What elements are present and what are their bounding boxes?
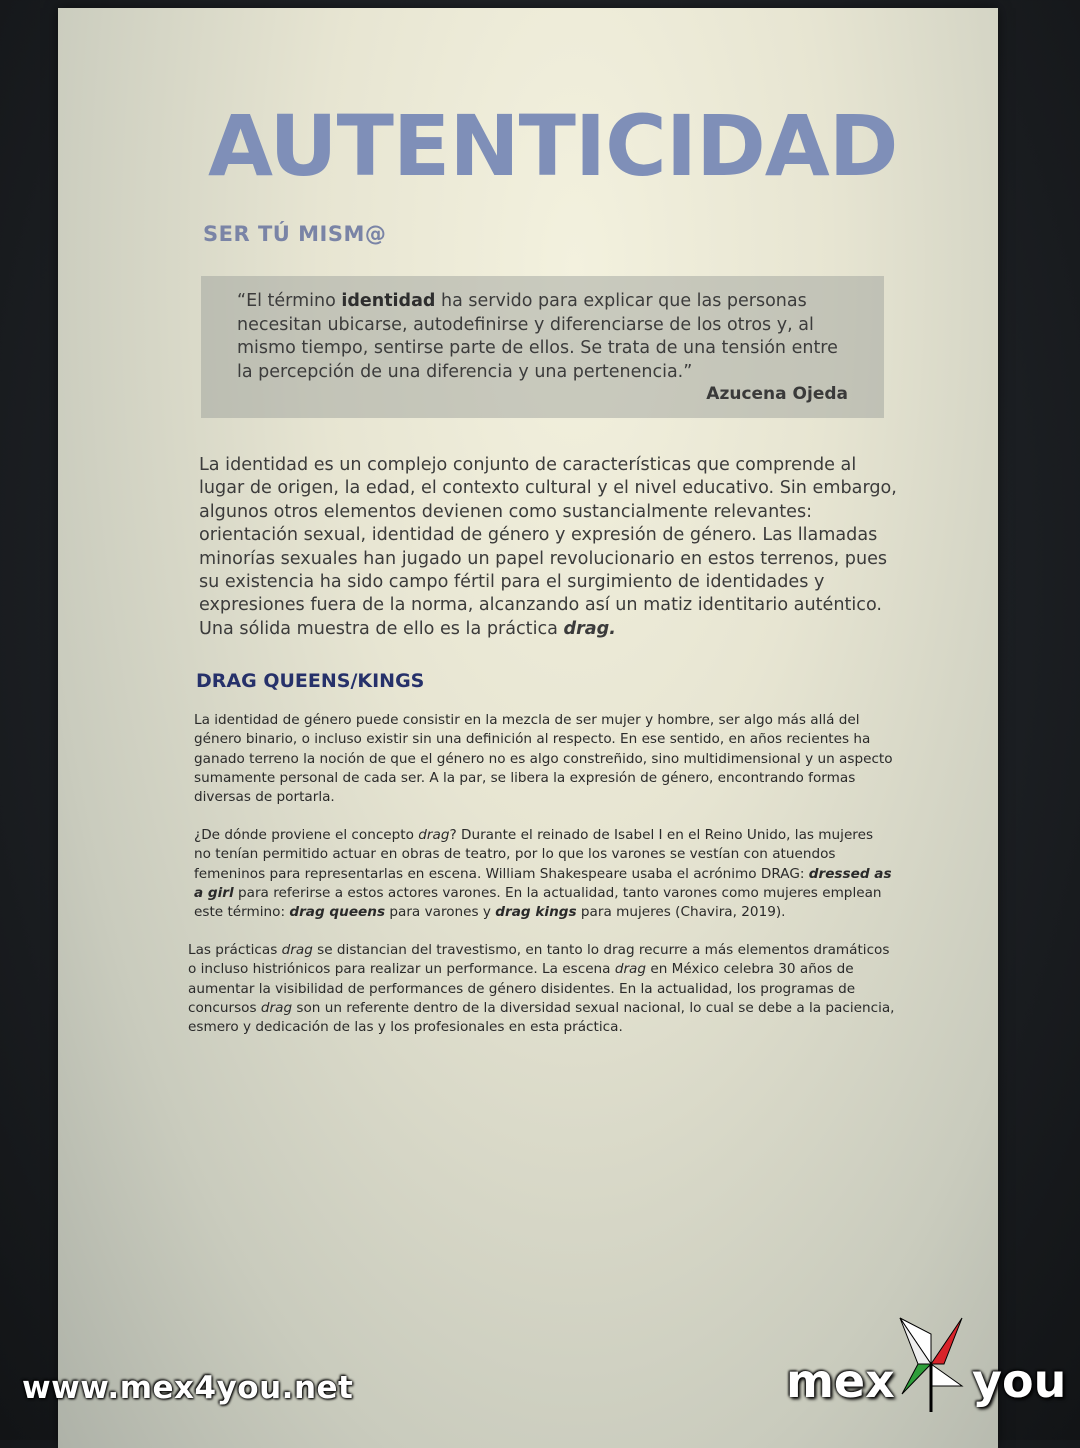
logo-text-left: mex [786,1354,895,1408]
quote-bold-word: identidad [341,291,436,311]
exhibit-panel [58,8,998,1448]
body-paragraph-3: Las prácticas drag se distancian del travestismo, en tanto lo drag recurre a más elementos dramáticos o incluso histriónicos para realizar un performance. La escena drag en México celebra 30 años de aumentar la visibilidad de performances de género disidentes. En la actualidad, los programas de concursos drag son un referente dentro de la diversidad sexual nacional, lo cual se debe a la paciencia, esmero y dedicación de las y los profesionales en esta práctica. [188,942,895,1036]
logo-text-right: you [972,1354,1067,1408]
quote-text: “El término identidad ha servido para explicar que las personas necesitan ubicarse, autodefinirse y diferenciarse de los otros y, al mismo tiempo, sentirse parte de ellos. Se trata de una tensión entre la percepción de una diferencia y una pertenencia.” [237,291,838,382]
watermark-url: www.mex4you.net [22,1370,354,1406]
body-paragraph-2: ¿De dónde proviene el concepto drag? Durante el reinado de Isabel I en el Reino Unido, las mujeres no tenían permitido actuar en obras de teatro, por lo que los varones se vestían con atuendos femeninos para representarlas en escena. William Shakespeare usaba el acrónimo DRAG: dressed as a girl para referirse a estos actores varones. En la actualidad, tanto varones como mujeres emplean este término: drag queens para varones y drag kings para mujeres (Chavira, 2019). [194,827,892,921]
body-paragraph-1: La identidad de género puede consistir en la mezcla de ser mujer y hombre, ser algo más allá del género binario, o incluso existir sin una definición al respecto. En ese sentido, en años recientes ha ganado terreno la noción de que el género no es algo constreñido, sino multidimensional y un aspecto sumamente personal de cada ser. A la par, se libera la expresión de género, encontrando formas diversas de portarla. [194,712,893,806]
quote-author: Azucena Ojeda [706,384,848,404]
panel-subtitle: SER TÚ MISM@ [203,222,387,246]
watermark-logo [786,1316,1066,1416]
pinwheel-icon [896,1316,966,1412]
intro-paragraph: La identidad es un complejo conjunto de características que comprende al lugar de origen, la edad, el contexto cultural y el nivel educativo. Sin embargo, algunos otros elementos devienen como sustancialmente relevantes: orientación sexual, identidad de género y expresión de género. Las llamadas minorías sexuales han jugado un papel revolucionario en estos terrenos, pues su existencia ha sido campo fértil para el surgimiento de identidades y expresiones fuera de la norma, alcanzando así un matiz identitario auténtico. Una sólida muestra de ello es la práctica drag. [199,455,897,639]
section-heading: DRAG QUEENS/KINGS [196,670,425,692]
quote-box [201,276,884,418]
panel-title: AUTENTICIDAD [208,97,898,195]
